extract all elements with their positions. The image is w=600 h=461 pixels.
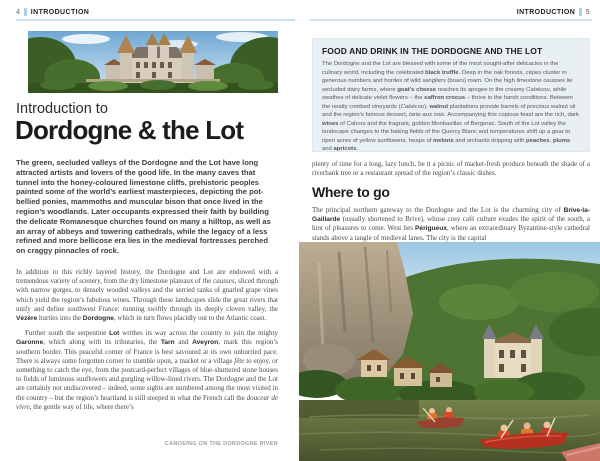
left-body-text [16,268,278,418]
left-section-label: INTRODUCTION [30,8,90,16]
chateau-photo [28,31,278,93]
feature-box-title: FOOD AND DRINK IN THE DORDOGNE AND THE LOT [322,46,543,56]
body-paragraph: Further south the serpentine Lot writhes its way across the country to join the mighty Garonne, which along with its tributaries, the Tarn and Aveyron, mark this region’s southern border. This peaceful corner of France is best savoured at its own unhurried pace. There is always some forgotten corner to stumble upon, a market or a village fête to enjoy, or something to catch the eye, from the postcard-perfect villages of blue-shuttered stone houses to fields of luminous sunflowers and gurgling willow-lined rivers. The Dordogne and the Lot are certainly not undiscovered – indeed, some sights are numbered among the most visited in the country – but the region’s heartland is still steeped in what the French call the douceur de vivre, the gentle way of life, where there’s [16,329,279,411]
right-page-number: 5 [585,8,590,16]
photo-caption: CANOEING ON THE DORDOGNE RIVER [164,441,278,447]
right-section-label: INTRODUCTION [516,8,576,16]
standfirst: The green, secluded valleys of the Dordogne and the Lot have long attracted artists and lovers of the good life. In the many caves that tunnel into the honey-coloured limestone cliffs, prehistoric peoples painted some of the world’s earliest masterpieces, depicting the pot-bellied ponies, mammoths and muscular bison that once lived in the region’s woodlands. Later occupants expressed their faith by building the delicate Romanesque churches found on many a hilltop, as well as an array of abbeys and towering cathedrals, while the legacy of a less refined and more bellicose era lies in the medieval fortresses perched on craggy pinnacles of rock. [16,158,271,256]
body-paragraph: In addition to this richly layered history, the Dordogne and Lot are endowed with a tremendous variety of scenery, from the dry limestone plateaux of the causses, sliced through with narrow gorges, to densely wooded valleys and the serried ranks of gnarled grape vines which yield the region’s fabulous wines. Through these landscapes slide the great rivers that unify and define southwest France: running swiftly through its deeply cloven valley, the Vézère hurtles into the Dordogne, which in turn flows placidly out to the Atlantic coast. [16,268,278,323]
section-heading: Where to go [312,184,390,200]
continuation-paragraph: plenty of time for a long, lazy lunch, be it a picnic of market-fresh produce beneath the shade of a riverbank tree or a restaurant spread of the region’s classic dishes. [312,160,590,178]
left-page-header [16,8,89,16]
page-title: Dordogne & the Lot [15,115,244,145]
canoe-photo [299,242,600,461]
canoe-photo-illustration [299,242,600,461]
left-header-rule [16,19,295,21]
right-page-header [517,8,590,16]
header-divider-bar [24,8,27,16]
chateau-photo-illustration [28,31,278,93]
left-page-number: 4 [16,8,21,16]
feature-box-body: The Dordogne and the Lot are blessed with some of the most sought-after delicacies in the culinary world, including the celebrated black truffle. Deep in the oak forests, cèpes cluster in generous numbers and hordes of wild sangliers (boars) roam. On the high limestone causses lie secluded dairy farms, where goat’s cheese reaches its apogee in the creamy Cabécou, while swathes of delicate violet flowers – the saffron crocus – thrive in the harsh conditions. Between the neatly combed vineyards (Cabécou), walnut plantations provide barrels of precious walnut oil and the region’s famous dessert, tarte aux noix. Accompanying this copious feast are the rich, dark wines of Cahors and the fragrant, golden Monbazillac of Bergerac. South of the Lot valley the landscape changes to the baking fields of the Quercy Blanc and temperatures shift up a gear to ripen acres of yellow sunflowers, heaps of melons and orchards dripping with peaches, plums and apricots. [322,61,579,152]
feature-box [312,38,590,152]
intro-kicker: Introduction to [16,101,108,117]
header-divider-bar [579,8,582,16]
body-paragraph: The principal northern gateway to the Dordogne and the Lot is the charming city of Brive-la-Gaillarde (usually shortened to Brive), whose cosy café culture exudes the spirit of the south, a hint of pleasures to come. West lies Périgueux, where an extraordinary Byzantine-style cathedral stands above a tangle of medieval lanes. The city is the capital [312,206,590,242]
right-header-rule [310,19,592,21]
